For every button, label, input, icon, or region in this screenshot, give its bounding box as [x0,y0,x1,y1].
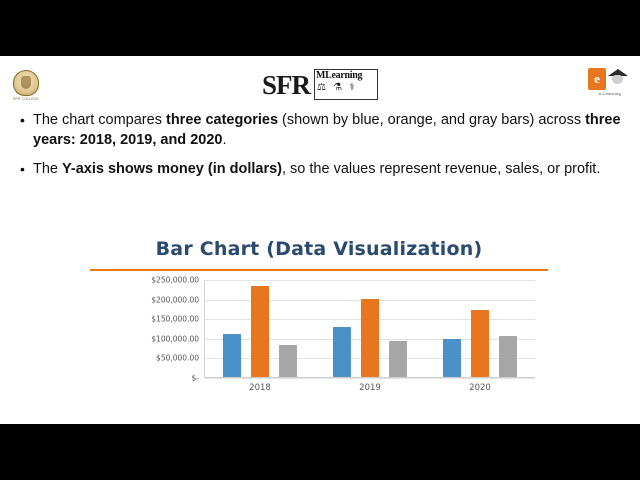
presentation-slide [0,56,640,424]
crest-caption: SFR COLLEGE [13,97,39,101]
graduate-icon [607,66,629,86]
y-axis-tick-label: $100,000.00 [151,334,199,344]
bullet-item [18,159,622,179]
sfr-wordmark: SFR [262,70,311,100]
mlearning-glyphs: ⚖ ⚗ ⚕ [317,82,357,93]
chart-bar-group [205,280,315,393]
chart-plot-area [151,275,535,393]
y-axis-tick-label: $50,000.00 [156,353,199,363]
y-axis-tick-label: $200,000.00 [151,295,199,305]
chart-title: Bar Chart (Data Visualization) [155,238,483,260]
y-axis-tick-label: $250,000.00 [151,275,199,285]
chart-bar-group [315,280,425,393]
chart-bar [251,286,269,377]
bullet-text [33,112,621,148]
bullet-text [33,161,600,177]
bullet-marker-icon: • [20,161,25,177]
elearning-logo [588,66,632,106]
chart-bar [499,336,517,377]
mlearning-wordmark: MLearning [316,70,363,81]
chart-bar [279,345,297,377]
bullet-segment: (shown by blue, orange, and gray bars) across [278,112,586,128]
letterbox-top [0,0,640,56]
x-axis-tick-label: 2020 [469,383,491,393]
chart-bar-group [425,280,535,393]
letterbox-bottom [0,424,640,480]
sfr-mlearning-logo [262,68,378,102]
institution-crest-logo [10,70,42,104]
chart-bar [443,339,461,377]
e-badge-icon: e [588,68,606,90]
x-axis-tick-label: 2019 [359,383,381,393]
chart-bar [471,310,489,377]
chart-bar [389,341,407,377]
chart-bar [361,299,379,377]
bullet-emphasis: Y-axis shows money (in dollars) [62,161,282,177]
elearning-label: e-Learning [598,91,622,96]
title-underline [90,269,548,271]
chart-gridline [191,373,535,383]
bullet-emphasis: three years: 2018, 2019, and 2020 [33,112,621,148]
slide-bullet-list [18,110,622,188]
crest-icon [13,70,39,96]
y-axis-tick-label: $150,000.00 [151,314,199,324]
x-axis-tick-label: 2018 [249,383,271,393]
bullet-segment: . [222,132,227,148]
bullet-item [18,110,622,150]
bullet-segment: The [33,161,63,177]
bar-chart [86,238,552,413]
chart-bar [333,327,351,377]
bullet-marker-icon: • [20,112,25,128]
bullet-emphasis: three categories [165,112,279,128]
bullet-segment: The chart compares [33,112,166,128]
bullet-segment: , so the values represent revenue, sales, or profit. [282,161,601,177]
y-axis-tick-label: $- [191,373,199,383]
chart-bar [223,334,241,377]
